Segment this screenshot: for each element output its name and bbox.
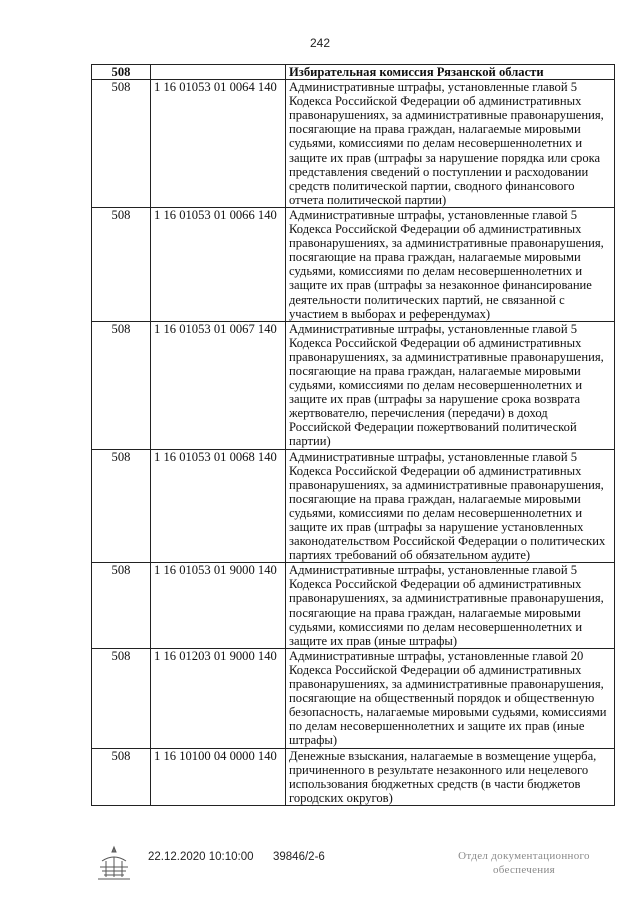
description-cell: Денежные взыскания, налагаемые в возмещение ущерба, причиненного в результате незаконного или нецелевого использования бюджетных средств (в части бюджетов городских округов) xyxy=(286,748,615,805)
table-row xyxy=(92,80,615,208)
stamp-line-1: Отдел документационного xyxy=(458,850,590,862)
table-row xyxy=(92,748,615,805)
department-stamp xyxy=(444,849,604,877)
footer-datetime: 22.12.2020 10:10:00 xyxy=(148,851,254,863)
kbk-cell: 1 16 01203 01 9000 140 xyxy=(151,648,286,748)
code-cell: 508 xyxy=(92,321,151,449)
header-code-cell: 508 xyxy=(92,65,151,80)
table-row xyxy=(92,563,615,649)
code-cell: 508 xyxy=(92,748,151,805)
footer-doc-number: 39846/2-6 xyxy=(273,851,325,863)
kbk-cell: 1 16 01053 01 0066 140 xyxy=(151,207,286,321)
table-row xyxy=(92,449,615,563)
description-cell: Административные штрафы, установленные главой 5 Кодекса Российской Федерации об административных правонарушениях, за административные правонарушения, посягающие на права граждан, налагаемые мировыми судьями, комиссиями по делам несовершеннолетних и защите их прав (иные штрафы) xyxy=(286,563,615,649)
table-row xyxy=(92,207,615,321)
table-header-row xyxy=(92,65,615,80)
header-kbk-cell xyxy=(151,65,286,80)
page-number: 242 xyxy=(309,36,331,50)
description-cell: Административные штрафы, установленные главой 5 Кодекса Российской Федерации об административных правонарушениях, за административные правонарушения, посягающие на права граждан, налагаемые мировыми судьями, комиссиями по делам несовершеннолетних и защите их прав (штрафы за нарушение порядка или срока представления сведений о поступлении и расходовании средств политической партии, сводного финансового отчета политической партии) xyxy=(286,80,615,208)
kbk-cell: 1 16 10100 04 0000 140 xyxy=(151,748,286,805)
kbk-cell: 1 16 01053 01 9000 140 xyxy=(151,563,286,649)
stamp-line-2: обеспечения xyxy=(492,864,556,876)
kbk-cell: 1 16 01053 01 0067 140 xyxy=(151,321,286,449)
code-cell: 508 xyxy=(92,80,151,208)
description-cell: Административные штрафы, установленные главой 5 Кодекса Российской Федерации об административных правонарушениях, за административные правонарушения, посягающие на права граждан, налагаемые мировыми судьями, комиссиями по делам несовершеннолетних и защите их прав (штрафы за незаконное финансирование деятельности политических партий, не связанной с участием в выборах и референдумах) xyxy=(286,207,615,321)
description-cell: Административные штрафы, установленные главой 5 Кодекса Российской Федерации об административных правонарушениях, за административные правонарушения, посягающие на права граждан, налагаемые мировыми судьями, комиссиями по делам несовершеннолетних и защите их прав (штрафы за нарушение установленных законодательством Российской Федерации о политических партиях требований об обязательном аудите) xyxy=(286,449,615,563)
code-cell: 508 xyxy=(92,648,151,748)
header-name-cell: Избирательная комиссия Рязанской области xyxy=(286,65,615,80)
code-cell: 508 xyxy=(92,207,151,321)
budget-codes-table xyxy=(91,64,615,806)
kbk-cell: 1 16 01053 01 0068 140 xyxy=(151,449,286,563)
table-row xyxy=(92,648,615,748)
kbk-cell: 1 16 01053 01 0064 140 xyxy=(151,80,286,208)
code-cell: 508 xyxy=(92,449,151,563)
logo-icon xyxy=(94,843,134,887)
table-row xyxy=(92,321,615,449)
description-cell: Административные штрафы, установленные главой 20 Кодекса Российской Федерации об административных правонарушениях, за административные правонарушения, посягающие на общественный порядок и общественную безопасность, налагаемые мировыми судьями, комиссиями по делам несовершеннолетних и защите их прав (иные штрафы) xyxy=(286,648,615,748)
code-cell: 508 xyxy=(92,563,151,649)
description-cell: Административные штрафы, установленные главой 5 Кодекса Российской Федерации об административных правонарушениях, за административные правонарушения, посягающие на права граждан, налагаемые мировыми судьями, комиссиями по делам несовершеннолетних и защите их прав (штрафы за нарушение срока возврата жертвователю, перечисления (передачи) в доход Российской Федерации пожертвований политической партии) xyxy=(286,321,615,449)
